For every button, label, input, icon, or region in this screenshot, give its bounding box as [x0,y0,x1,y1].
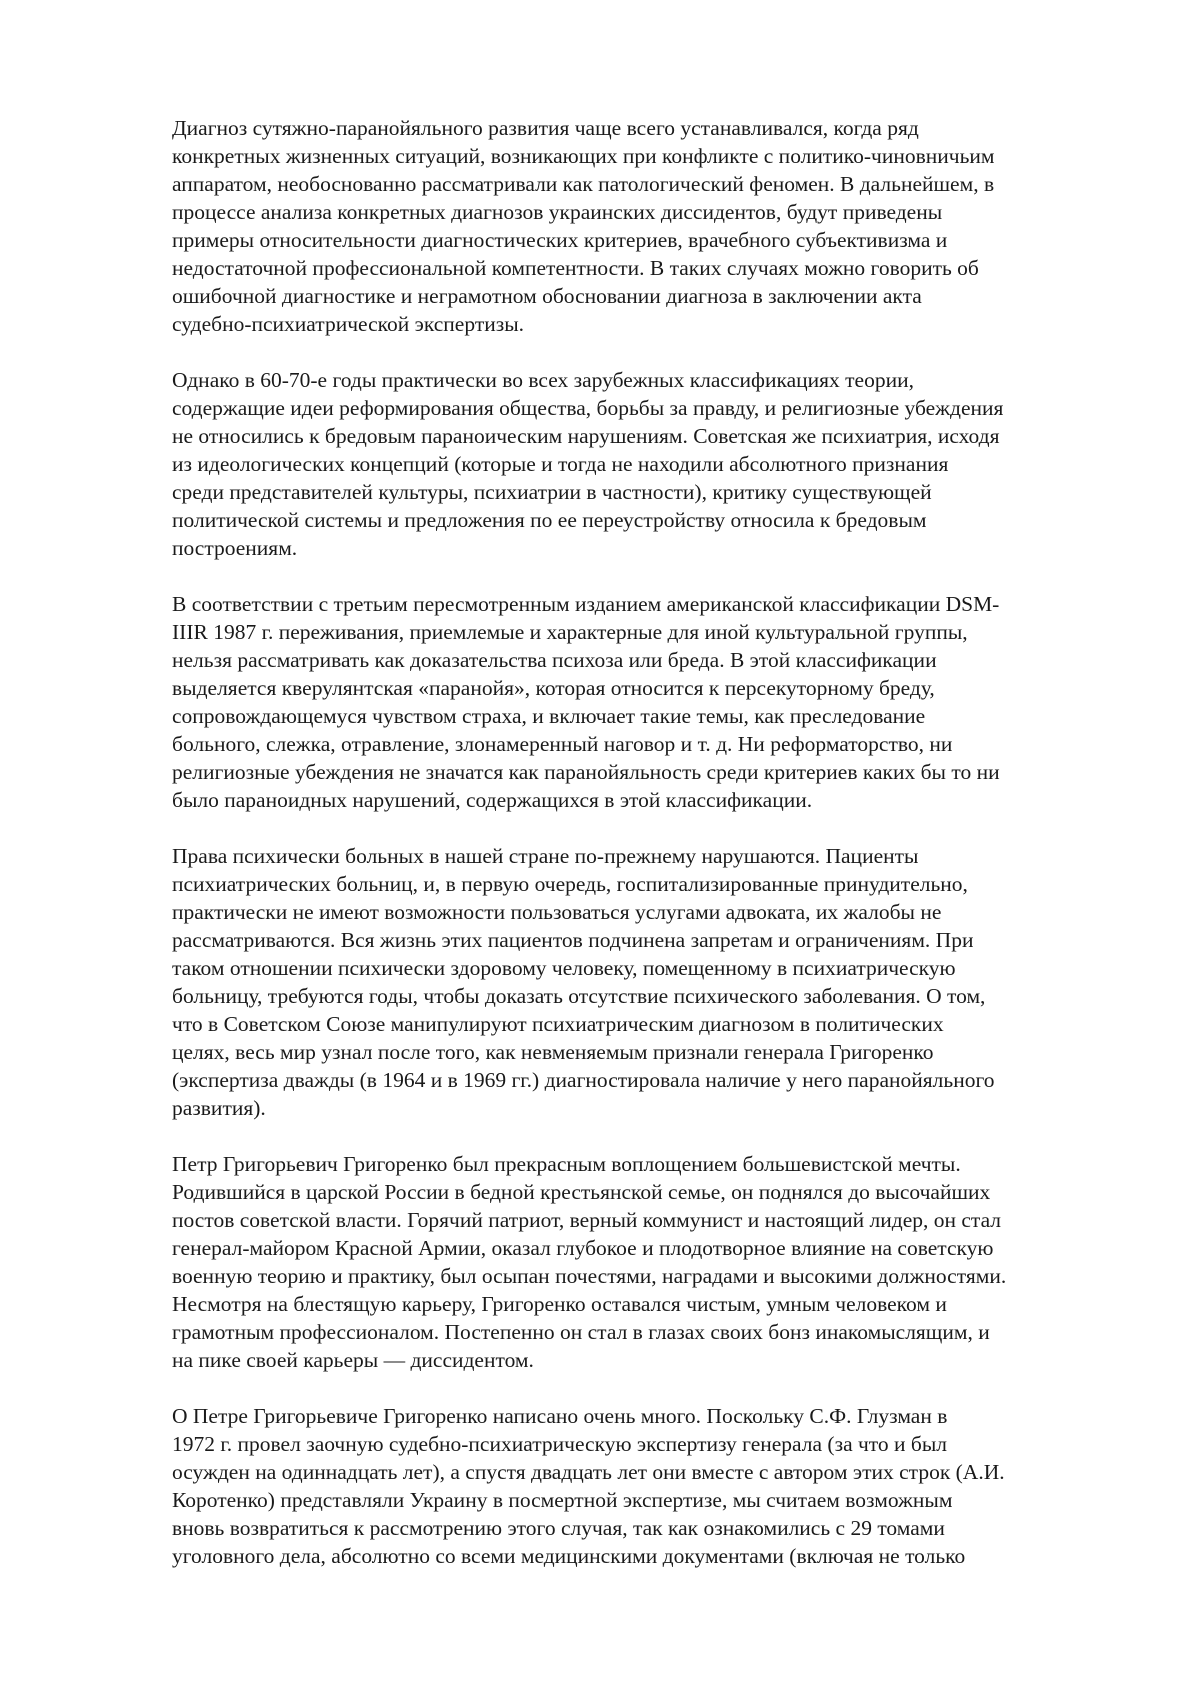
document-body [172,114,1132,1570]
paragraph-6: О Петре Григорьевиче Григоренко написано очень много. Поскольку С.Ф. Глузман в 1972 г. провел заочную судебно-психиатрическую экспертизу генерала (за что и был осужден на одиннадцать лет), а спустя двадцать лет они вместе с автором этих строк (А.И. Коротенко) представляли Украину в посмертной экспертизе, мы считаем возможным вновь возвратиться к рассмотрению этого случая, так как ознакомились с 29 томами уголовного дела, абсолютно со всеми медицинскими документами (включая не только [172,1404,1005,1568]
paragraph-4: Права психически больных в нашей стране по-прежнему нарушаются. Пациенты психиатрических больниц, и, в первую очередь, госпитализированные принудительно, практически не имеют возможности пользоваться услугами адвоката, их жалобы не рассматриваются. Вся жизнь этих пациентов подчинена запретам и ограничениям. При таком отношении психически здоровому человеку, помещенному в психиатрическую больницу, требуются годы, чтобы доказать отсутствие психического заболевания. О том, что в Советском Союзе манипулируют психиатрическим диагнозом в политических целях, весь мир узнал после того, как невменяемым признали генерала Григоренко (экспертиза дважды (в 1964 и в 1969 гг.) диагностировала наличие у него паранойяльного развития). [172,844,995,1120]
paragraph-3: В соответствии с третьим пересмотренным изданием американской классификации DSM- IIIR 1987 г. переживания, приемлемые и характерные для иной культуральной группы, нельзя рассматривать как доказательства психоза или бреда. В этой классификации выделяется кверулянтская «паранойя», которая относится к персекуторному бреду, сопровождающемуся чувством страха, и включает такие темы, как преследование больного, слежка, отравление, злонамеренный наговор и т. д. Ни реформаторство, ни религиозные убеждения не значатся как паранойяльность среди критериев каких бы то ни было параноидных нарушений, содержащихся в этой классификации. [172,592,1000,812]
paragraph-1: Диагноз сутяжно-паранойяльного развития чаще всего устанавливался, когда ряд конкретных жизненных ситуаций, возникающих при конфликте с политико-чиновничьим аппаратом, необоснованно рассматривали как патологический феномен. В дальнейшем, в процессе анализа конкретных диагнозов украинских диссидентов, будут приведены примеры относительности диагностических критериев, врачебного субъективизма и недостаточной профессиональной компетентности. В таких случаях можно говорить об ошибочной диагностике и неграмотном обосновании диагноза в заключении акта судебно-психиатрической экспертизы. [172,116,995,336]
paragraph-5: Петр Григорьевич Григоренко был прекрасным воплощением большевистской мечты. Родившийся в царской России в бедной крестьянской семье, он поднялся до высочайших постов советской власти. Горячий патриот, верный коммунист и настоящий лидер, он стал генерал-майором Красной Армии, оказал глубокое и плодотворное влияние на советскую военную теорию и практику, был осыпан почестями, наградами и высокими должностями. Несмотря на блестящую карьеру, Григоренко оставался чистым, умным человеком и грамотным профессионалом. Постепенно он стал в глазах своих бонз инакомыслящим, и на пике своей карьеры — диссидентом. [172,1152,1007,1372]
paragraph-2: Однако в 60-70-е годы практически во всех зарубежных классификациях теории, содержащие идеи реформирования общества, борьбы за правду, и религиозные убеждения не относились к бредовым параноическим нарушениям. Советская же психиатрия, исходя из идеологических концепций (которые и тогда не находили абсолютного признания среди представителей культуры, психиатрии в частности), критику существующей политической системы и предложения по ее переустройству относила к бредовым построениям. [172,368,1004,560]
